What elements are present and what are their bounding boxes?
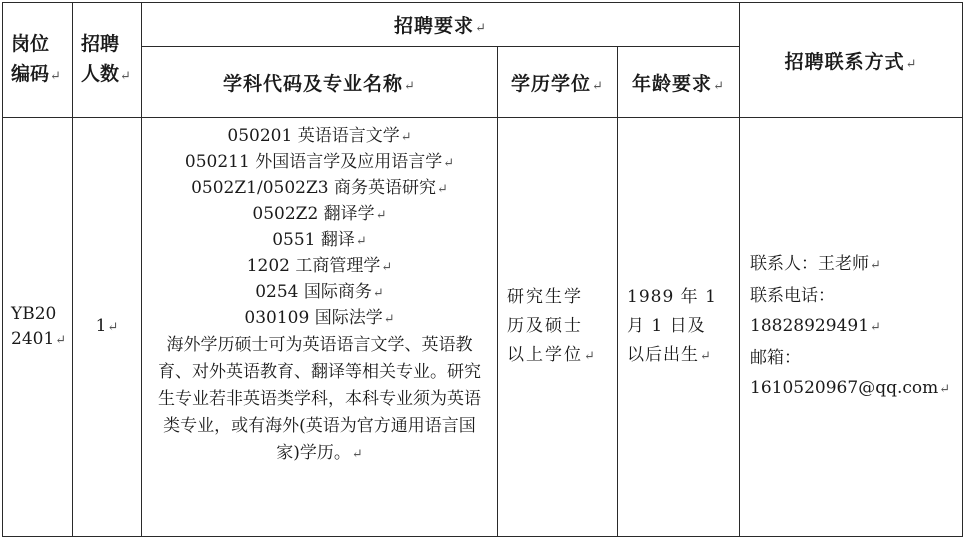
cell-position-code: [3, 118, 73, 537]
major-item: 030109 国际法学 ↵: [142, 306, 497, 332]
header-major-label: 学科代码及专业名称 ↵: [223, 73, 416, 95]
contact-email-label: 邮箱：: [750, 348, 802, 368]
contact-phone-label: 联系电话：: [750, 286, 836, 306]
header-requirements-label: 招聘要求 ↵: [394, 15, 487, 37]
major-item: 0254 国际商务 ↵: [142, 280, 497, 306]
degree-line2: 历及硕士: [507, 316, 583, 336]
major-item: 1202 工商管理学 ↵: [142, 254, 497, 280]
header-hiring-count-line1: 招聘: [81, 32, 120, 55]
header-position-code-line2: 编码 ↵: [11, 63, 61, 85]
cell-degree: [498, 118, 618, 537]
header-degree: [498, 47, 618, 118]
header-hiring-count-line2: 人数 ↵: [81, 63, 131, 85]
age-line1: 1989 年 1: [627, 287, 717, 307]
major-item: 0551 翻译 ↵: [142, 228, 497, 254]
cell-contact: [740, 118, 963, 537]
contact-phone: 18828929491 ↵: [750, 311, 962, 343]
degree-line1: 研究生学: [507, 287, 583, 307]
cell-age: [618, 118, 740, 537]
age-line2: 月 1 日及: [627, 316, 706, 336]
contact-person: 联系人：王老师 ↵: [750, 249, 962, 281]
header-hiring-count: [73, 3, 142, 118]
header-degree-label: 学历学位 ↵: [511, 73, 604, 95]
header-contact-label: 招聘联系方式 ↵: [785, 51, 918, 73]
cell-hiring-count: [73, 118, 142, 537]
header-position-code: [3, 3, 73, 118]
degree-line3: 以上学位 ↵: [507, 345, 597, 365]
contact-email: 1610520967@qq.com ↵: [750, 373, 962, 405]
cell-majors: [142, 118, 498, 537]
header-contact: [740, 3, 963, 118]
header-requirements: [142, 3, 740, 47]
age-line3: 以后出生 ↵: [627, 345, 712, 365]
recruitment-table: [2, 2, 963, 537]
header-age: [618, 47, 740, 118]
major-note: 海外学历硕士可为英语语言文学、英语教育、对外英语教育、翻译等相关专业。研究生专业若非英语类学科，本科专业须为英语类专业，或有海外(英语为官方通用语言国家)学历。 ↵: [142, 332, 497, 468]
major-item: 0502Z1/0502Z3 商务英语研究 ↵: [142, 176, 497, 202]
position-code-line1: YB20: [11, 303, 57, 324]
header-age-label: 年龄要求 ↵: [632, 73, 725, 95]
major-item: 050211 外国语言学及应用语言学 ↵: [142, 150, 497, 176]
position-code-line2: 2401 ↵: [11, 329, 66, 349]
header-major: [142, 47, 498, 118]
major-item: 050201 英语语言文学 ↵: [142, 124, 497, 150]
major-item: 0502Z2 翻译学 ↵: [142, 202, 497, 228]
header-position-code-line1: 岗位: [11, 32, 50, 55]
hiring-count-value: 1 ↵: [96, 316, 119, 336]
